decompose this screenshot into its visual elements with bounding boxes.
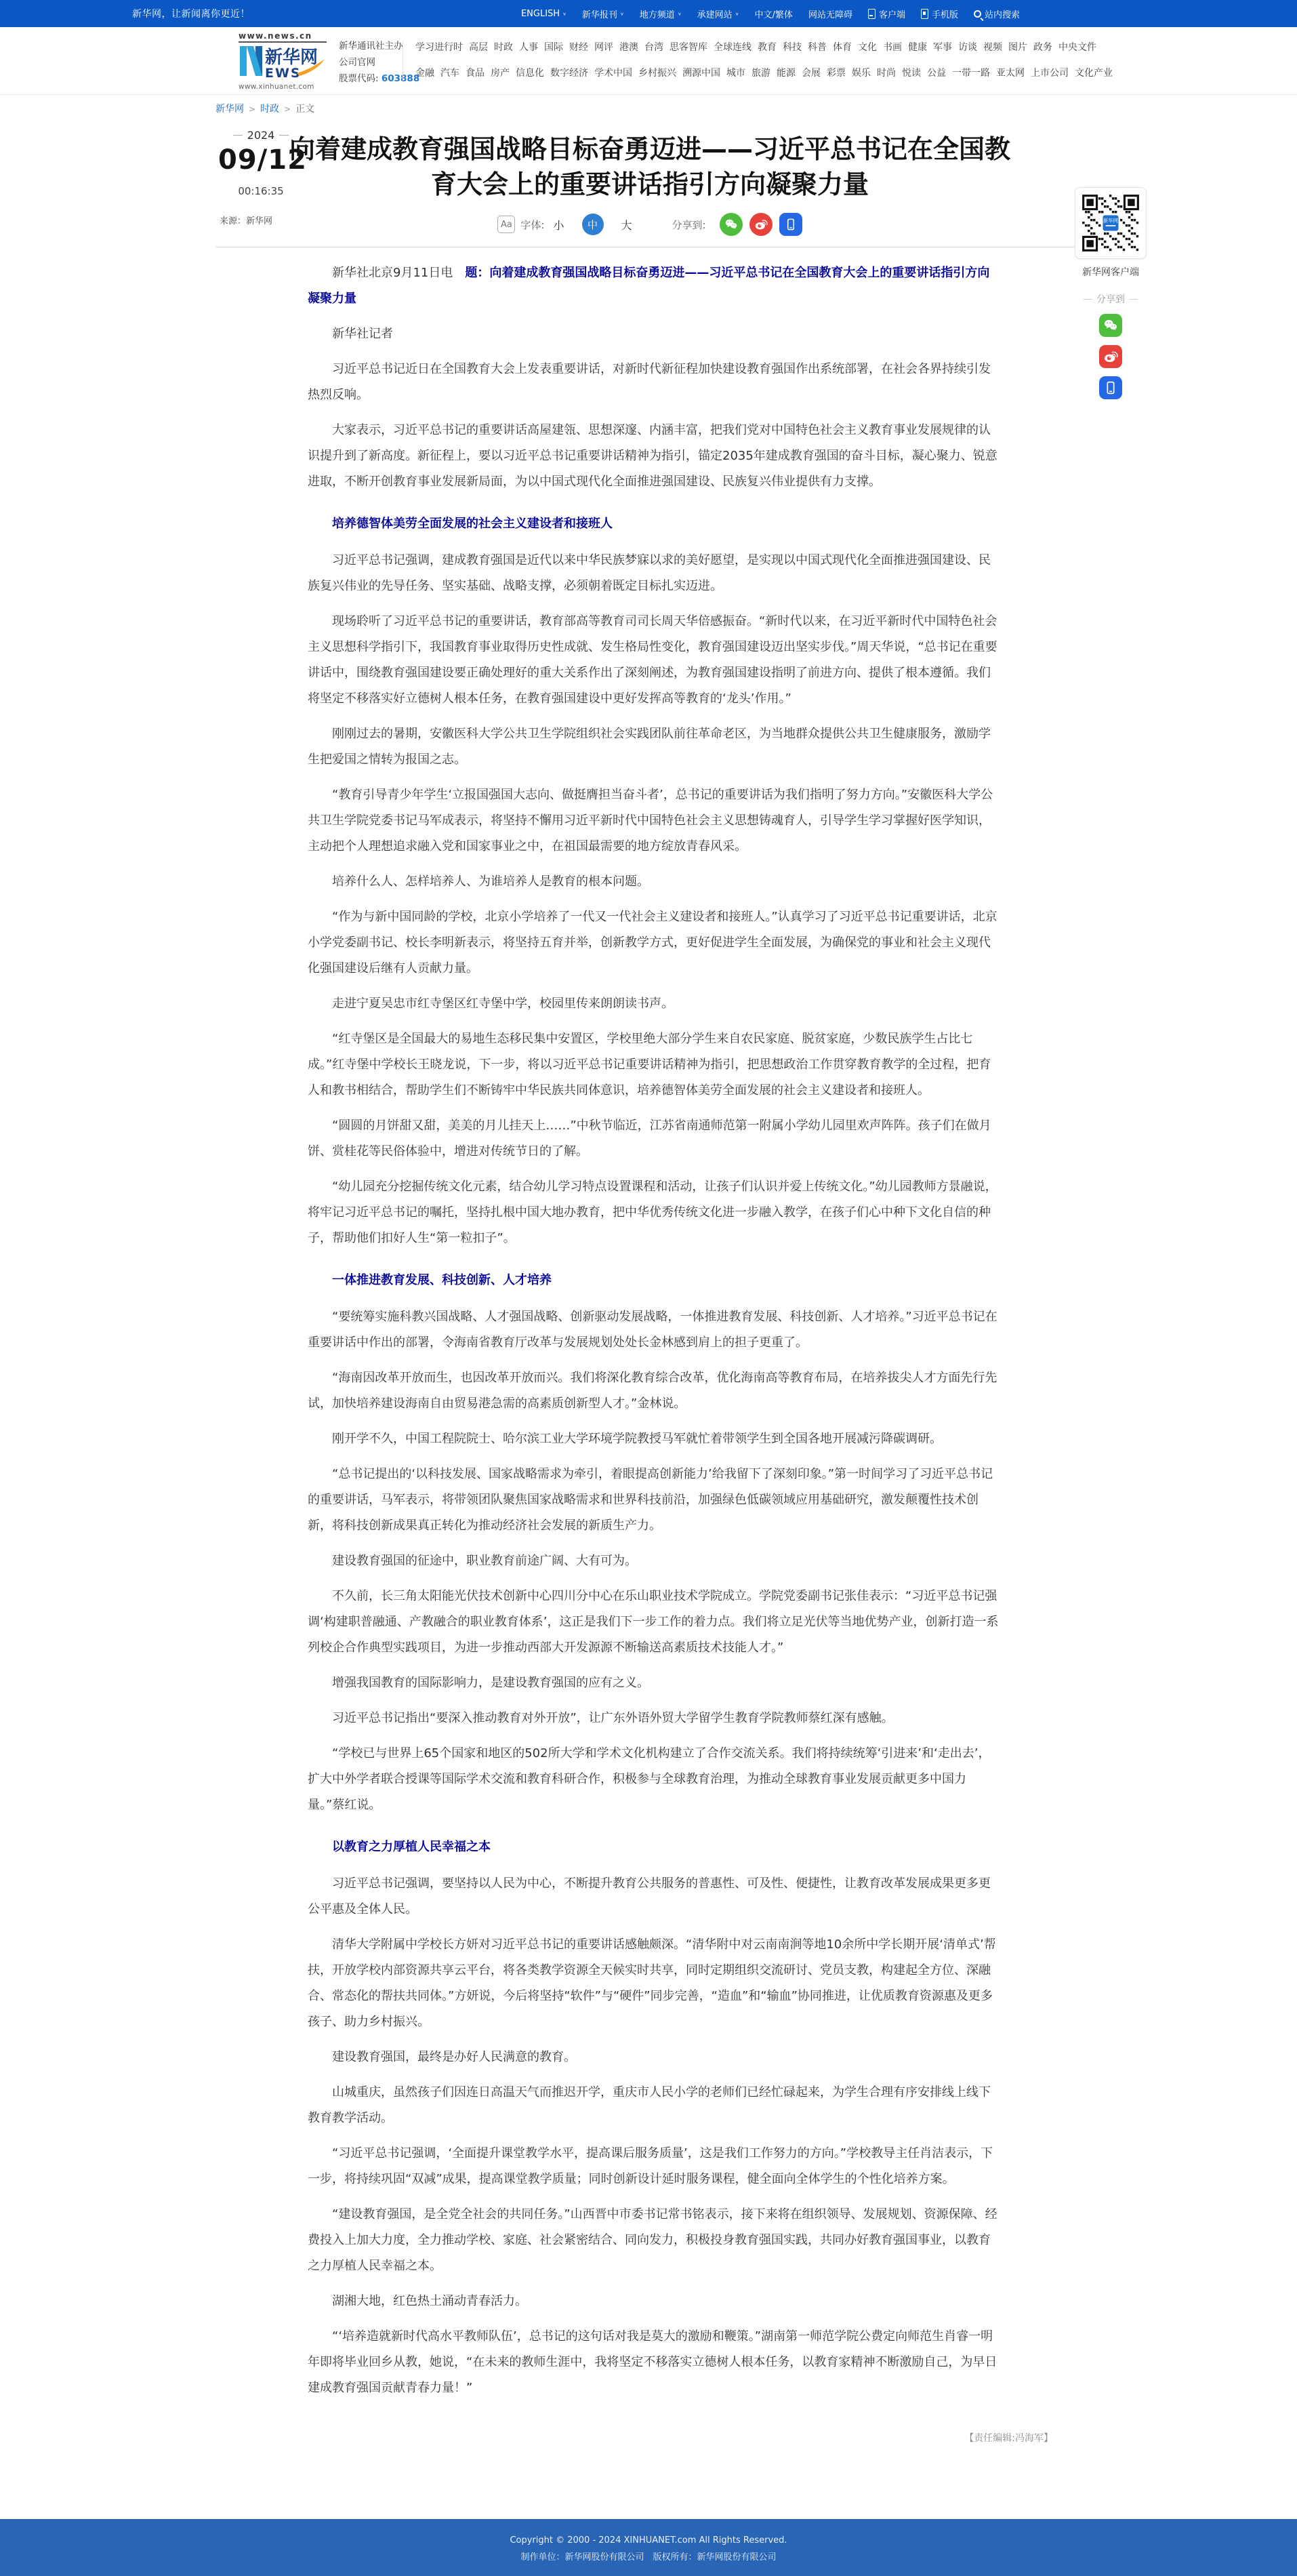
article-paragraphs	[308, 321, 999, 2401]
article-paragraph: “学校已与世界上65个国家和地区的502所大学和学术文化机构建立了合作交流关系。我们将持续统筹‘引进来’和‘走出去’，扩大中外学者联合授课等国际学术交流和教育科研合作，积极参与全球教育治理，为推动全球教育事业发展贡献更多中国力量。”蔡红说。	[308, 1746, 991, 1812]
article-paragraph: 培养什么人、怎样培养人、为谁培养人是教育的根本问题。	[332, 874, 649, 889]
wechat-share-button[interactable]	[720, 213, 743, 236]
date-dash-left	[233, 135, 243, 136]
article-paragraph: 山城重庆，虽然孩子们因连日高温天气而推迟开学，重庆市人民小学的老师们已经忙碌起来，为学生合理有序安排线上线下教育教学活动。	[308, 2085, 991, 2125]
section-heading: 一体推进教育发展、科技创新、人才培养	[332, 1273, 552, 1287]
sidebar-weibo-button[interactable]	[1099, 345, 1122, 368]
nav-link[interactable]: 数字经济	[550, 68, 588, 79]
xinhuanet-logo-icon	[239, 43, 327, 79]
section-heading: 培养德智体美劳全面发展的社会主义建设者和接班人	[332, 517, 613, 531]
nav-link[interactable]: 高层	[469, 42, 488, 53]
topbar-menu-item[interactable]: 新华报刊 ∨	[581, 9, 624, 20]
date-block	[218, 129, 307, 226]
article-paragraph: 习近平总书记近日在全国教育大会上发表重要讲话，对新时代新征程加快建设教育强国作出系统部署，在社会各界持续引发热烈反响。	[308, 362, 991, 402]
nav-link[interactable]: 悦读	[902, 68, 921, 79]
nav-link[interactable]: 台湾	[644, 42, 663, 53]
nav-link[interactable]: 图片	[1008, 42, 1027, 53]
nav-link[interactable]: 书画	[883, 42, 902, 53]
font-large-button[interactable]: 大	[621, 218, 632, 232]
nav-link[interactable]: 军事	[933, 42, 952, 53]
qr-caption: 新华网客户端	[1082, 267, 1139, 278]
weibo-share-button[interactable]	[749, 213, 773, 236]
topbar-menu-item[interactable]: 地方频道 ∨	[639, 9, 682, 20]
nav-row-1	[415, 41, 1277, 55]
date-year-row	[218, 129, 304, 142]
nav-link[interactable]: 全球连线	[714, 42, 752, 53]
topbar-menu-item[interactable]: 中文/繁体	[754, 9, 793, 20]
source-line	[218, 214, 304, 226]
chevron-down-icon: ∨	[619, 11, 624, 16]
nav-link[interactable]: 体育	[833, 42, 852, 53]
share-title-text: 分享到	[1096, 294, 1125, 305]
topbar-menu-item[interactable]: 承建网站 ∨	[697, 9, 739, 20]
qr-code	[1081, 193, 1140, 253]
nav-row-2	[415, 66, 1277, 81]
nav-link[interactable]: 科普	[808, 42, 827, 53]
nav-link[interactable]: 科技	[783, 42, 802, 53]
breadcrumb-separator: >	[249, 104, 256, 114]
nav-link[interactable]: 文化产业	[1075, 68, 1113, 79]
nav-link[interactable]: 时政	[494, 42, 513, 53]
editor-credit: 【责任编辑:冯海军】	[964, 2433, 1053, 2444]
article-lead-paragraph	[308, 260, 999, 312]
nav-link[interactable]: 会展	[802, 68, 821, 79]
article-paragraph: 湖湘大地，红色热土涌动青春活力。	[332, 2294, 527, 2308]
primary-nav	[403, 41, 1277, 81]
article-paragraph: 新华社记者	[332, 327, 393, 341]
article-paragraph: “习近平总书记强调，‘全面提升课堂教学水平，提高课后服务质量’，这是我们工作努力的方向。”学校教导主任肖洁表示，下一步，将持续巩固“双减”成果，提高课堂教学质量；同时创新设计延时服务课程，健全面向全体学生的个性化培养方案。	[308, 2146, 993, 2186]
breadcrumb-item: 正文	[295, 104, 315, 115]
font-medium-button[interactable]: 中	[582, 214, 604, 235]
wechat-icon	[724, 217, 739, 232]
nav-link[interactable]: 房产	[491, 68, 510, 79]
nav-link[interactable]: 视频	[983, 42, 1002, 53]
article-paragraph: 建设教育强国，最终是办好人民满意的教育。	[332, 2050, 576, 2064]
svg-text:新华网: 新华网	[265, 47, 318, 68]
nav-link[interactable]: 中央文件	[1058, 42, 1096, 53]
top-utility-bar-inner	[132, 0, 1020, 27]
svg-text:EWS: EWS	[265, 66, 302, 79]
nav-link[interactable]: 食品	[466, 68, 485, 79]
font-small-button[interactable]: 小	[553, 218, 564, 232]
article-paragraph: 刚刚过去的暑期，安徽医科大学公共卫生学院组织社会实践团队前往革命老区，为当地群众提供公共卫生健康服务，激励学生把爱国之情转为报国之志。	[308, 727, 991, 767]
source-label: 来源：	[220, 216, 247, 226]
nav-link[interactable]: 一带一路	[952, 68, 990, 79]
sidebar-wechat-button[interactable]	[1099, 314, 1122, 337]
article-paragraph: 习近平总书记强调，要坚持以人民为中心，不断提升教育公共服务的普惠性、可及性、便捷性，让教育改革发展成果更多更公平惠及全体人民。	[308, 1876, 991, 1916]
mobile-icon	[921, 9, 928, 19]
article-body	[308, 260, 1053, 2451]
footer-company: 制作单位：新华网股份有限公司 版权所有：新华网股份有限公司	[520, 2552, 777, 2562]
article-paragraph: “红寺堡区是全国最大的易地生态移民集中安置区，学校里绝大部分学生来自农民家庭、脱贫家庭，少数民族学生占比七成。”红寺堡中学校长王晓龙说，下一步，将以习近平总书记重要讲话精神为指引，把思想政治工作贯穿教育教学的全过程，把育人和教书相结合，帮助学生们不断铸牢中华民族共同体意识，培养德智体美劳全面发展的社会主义建设者和接班人。	[308, 1032, 991, 1098]
article-paragraph: 不久前，长三角太阳能光伏技术创新中心四川分中心在乐山职业技术学院成立。学院党委副书记张佳表示：“习近平总书记强调‘构建职普融通、产教融合的职业教育体系’，这正是我们下一步工作的着力点。我们将立足光伏等当地优势产业，创新打造一系列校企合作典型实践项目，为进一步推动西部大开发源源不断输送高素质技术技能人才。”	[308, 1589, 999, 1655]
nav-link[interactable]: 文化	[858, 42, 877, 53]
date-month-day: 09/12	[218, 144, 307, 176]
footer-copyright: Copyright © 2000 - 2024 XINHUANET.com All Rights Reserved.	[510, 2535, 787, 2545]
nav-link[interactable]: 娱乐	[852, 68, 871, 79]
app-icon	[868, 9, 876, 19]
breadcrumb-separator: >	[284, 104, 291, 114]
nav-link[interactable]: 彩票	[827, 68, 846, 79]
topbar-menu-item[interactable]: 网站无障碍	[808, 9, 852, 20]
article-paragraph: “教育引导青少年学生‘立报国强国大志向、做挺膺担当奋斗者’，总书记的重要讲话为我们指明了努力方向。”安徽医科大学公共卫生学院党委书记马军成表示，将坚持不懈用习近平新时代中国特色社会主义思想铸魂育人，引导学生学习掌握好医学知识，主动把个人理想追求融入党和国家事业之中，在祖国最需要的地方绽放青春风采。	[308, 788, 993, 853]
article-paragraph: 清华大学附属中学校长方妍对习近平总书记的重要讲话感触颇深。“清华附中对云南南涧等地10余所中学长期开展‘清单式’帮扶，开放学校内部资源共享云平台，将各类教学资源全天候实时共享，同时定期组织交流研讨、党员支教，构建起全方位、深融合、常态化的帮扶共同体。”方妍说，今后将坚持“软件”与“硬件”同步完善，“造血”和“输血”协同推进，让优质教育资源惠及更多孩子、助力乡村振兴。	[308, 1937, 996, 2029]
topbar-menu	[506, 7, 1020, 20]
article-paragraph: 现场聆听了习近平总书记的重要讲话，教育部高等教育司司长周天华倍感振奋。“新时代以来，在习近平新时代中国特色社会主义思想科学指引下，我国教育事业取得历史性成就、发生格局性变化，教育强国建设迈出坚实步伐。”周天华说，“总书记在重要讲话中，围绕教育强国建设要正确处理好的重大关系作出了深刻阐述，为教育强国建设指明了前进方向、提供了根本遵循。我们将坚定不移落实好立德树人根本任务，在教育强国建设中更好发挥高等教育的‘龙头’作用。”	[308, 614, 997, 706]
qr-card	[1075, 187, 1147, 259]
breadcrumb-item[interactable]: 时政	[260, 104, 280, 115]
sidebar-share-title	[1075, 292, 1147, 306]
wechat-icon	[1103, 317, 1119, 334]
font-size-label: 字体:	[520, 218, 545, 231]
site-header	[0, 27, 1297, 95]
weibo-icon	[754, 217, 768, 232]
section-heading: 以教育之力厚植人民幸福之本	[332, 1840, 491, 1854]
chevron-down-icon: ∨	[735, 11, 739, 16]
nav-link[interactable]: 金融	[415, 68, 434, 79]
article-paragraph: “圆圆的月饼甜又甜，美美的月儿挂天上……”中秋节临近，江苏省南通师范第一附属小学幼儿园里欢声阵阵。孩子们在做月饼、赏桂花等民俗体验中，增进对传统节日的了解。	[308, 1119, 991, 1159]
article-paragraph: 习近平总书记指出“要深入推动教育对外开放”，让广东外语外贸大学留学生教育学院教师蔡红深有感触。	[332, 1711, 894, 1725]
article-paragraph: 刚开学不久，中国工程院院士、哈尔滨工业大学环境学院教授马军就忙着带领学生到全国各地开展减污降碳调研。	[332, 1432, 942, 1446]
nav-link[interactable]: 上市公司	[1031, 68, 1069, 79]
stock-code: 603888	[381, 73, 420, 84]
nav-link[interactable]: 人事	[519, 42, 538, 53]
chevron-down-icon: ∨	[562, 11, 567, 16]
nav-link[interactable]: 思客智库	[670, 42, 707, 53]
org-line-2: 公司官网	[339, 57, 375, 68]
site-tagline: 新华网，让新闻离你更近！	[132, 9, 250, 20]
weibo-icon	[1103, 348, 1119, 365]
source-value[interactable]: 新华网	[246, 216, 273, 226]
sidebar-mobile-button[interactable]	[1099, 376, 1122, 399]
logo-domain-top: www.news.cn	[239, 31, 327, 43]
nav-link[interactable]: 旅游	[752, 68, 770, 79]
article-paragraph: 大家表示，习近平总书记的重要讲话高屋建瓴、思想深邃、内涵丰富，把我们党对中国特色社会主义教育事业发展规律的认识提升到了新高度。新征程上，要以习近平总书记重要讲话精神为指引，锚定2035年建成教育强国的奋斗目标，凝心聚力、锐意进取，不断开创教育事业发展新局面，为以中国式现代化全面推进强国建设、民族复兴伟业提供有力支撑。	[308, 423, 997, 489]
article-paragraph: 建设教育强国的征途中，职业教育前途广阔、大有可为。	[332, 1554, 637, 1568]
nav-link[interactable]: 教育	[758, 42, 777, 53]
article-paragraph: “海南因改革开放而生，也因改革开放而兴。我们将深化教育综合改革，优化海南高等教育布局，在培养拔尖人才方面先行先试，加快培养建设海南自由贸易港急需的高素质创新型人才。”金林说。	[308, 1371, 997, 1411]
search-icon	[974, 10, 981, 18]
article-header	[215, 123, 1084, 247]
font-size-icon: Aa	[497, 216, 515, 233]
logo-domain-bottom: www.xinhuanet.com	[239, 83, 314, 91]
breadcrumb	[215, 102, 314, 115]
topbar-menu-item[interactable]: 站内搜索	[974, 7, 1020, 20]
page-footer	[0, 2519, 1297, 2576]
nav-link[interactable]: 访谈	[958, 42, 977, 53]
mobile-share-button[interactable]	[779, 213, 802, 236]
stock-label: 股票代码:	[339, 73, 379, 84]
share-dash-right	[1129, 299, 1138, 300]
topbar-menu-item[interactable]: 客户端	[868, 7, 905, 20]
nav-link[interactable]: 公益	[927, 68, 946, 79]
nav-link[interactable]: 学习进行时	[415, 42, 463, 53]
article-paragraph: “幼儿园充分挖掘传统文化元素，结合幼儿学习特点设置课程和活动，让孩子们认识并爱上传统文化。”幼儿园教师方景融说，将牢记习近平总书记的嘱托，坚持扎根中国大地办教育，把中华优秀传统文化进一步融入教学，在孩子们心中种下文化自信的种子，帮助他们扣好人生“第一粒扣子”。	[308, 1180, 997, 1245]
site-logo[interactable]	[239, 31, 327, 91]
lead-title: 题：向着建成教育强国战略目标奋勇迈进——习近平总书记在全国教育大会上的重要讲话指引方向凝聚力量	[308, 266, 990, 306]
lead-prefix: 新华社北京9月11日电	[332, 266, 466, 280]
share-sidebar	[1075, 187, 1147, 399]
nav-link[interactable]: 时尚	[877, 68, 896, 79]
article-paragraph: “‘培养造就新时代高水平教师队伍’，总书记的这句话对我是莫大的激励和鞭策。”湖南第一师范学院公费定向师范生肖睿一明年即将毕业回乡从教，她说，“在未来的教师生涯中，我将坚定不移落实立德树人根本任务，以教育家精神不断激励自己，为早日建成教育强国贡献青春力量！”	[308, 2329, 997, 2395]
article-paragraph: 习近平总书记强调，建成教育强国是近代以来中华民族梦寐以求的美好愿望，是实现以中国式现代化全面推进强国建设、民族复兴伟业的先导任务、坚实基础、战略支撑，必须朝着既定目标扎实迈进。	[308, 553, 991, 593]
share-cluster	[672, 213, 802, 236]
nav-link[interactable]: 城市	[726, 68, 745, 79]
date-year: 2024	[247, 129, 275, 142]
nav-link[interactable]: 港澳	[619, 42, 638, 53]
nav-link[interactable]: 学术中国	[594, 68, 632, 79]
mobile-icon	[783, 217, 798, 232]
nav-link[interactable]: 信息化	[516, 68, 544, 79]
article-paragraph: 增强我国教育的国际影响力，是建设教育强国的应有之义。	[332, 1676, 649, 1690]
org-line-1: 新华通讯社主办	[339, 41, 403, 52]
nav-link[interactable]: 溯源中国	[682, 68, 720, 79]
nav-link[interactable]: 财经	[569, 42, 588, 53]
date-dash-right	[279, 135, 289, 136]
nav-link[interactable]: 亚太网	[996, 68, 1025, 79]
nav-link[interactable]: 能源	[777, 68, 796, 79]
article-paragraph: 走进宁夏吴忠市红寺堡区红寺堡中学，校园里传来朗朗读书声。	[332, 997, 674, 1011]
share-label: 分享到:	[672, 218, 706, 231]
nav-link[interactable]: 政务	[1033, 42, 1052, 53]
nav-link[interactable]: 国际	[544, 42, 563, 53]
date-time: 00:16:35	[238, 185, 284, 197]
nav-link[interactable]: 健康	[908, 42, 927, 53]
top-utility-bar	[0, 0, 1297, 27]
article-paragraph: “要统筹实施科教兴国战略、人才强国战略、创新驱动发展战略，一体推进教育发展、科技创新、人才培养。”习近平总书记在重要讲话中作出的部署，令海南省教育厅改革与发展规划处处长金林感到肩上的担子更重了。	[308, 1310, 997, 1350]
nav-link[interactable]: 网评	[594, 42, 613, 53]
article-paragraph: “总书记提出的‘以科技发展、国家战略需求为牵引，着眼提高创新能力’给我留下了深刻印象。”第一时间学习了习近平总书记的重要讲话，马军表示，将带领团队聚焦国家战略需求和世界科技前沿，加强绿色低碳领域应用基础研究，激发颠覆性技术创新，将科技创新成果真正转化为推动经济社会发展的新质生产力。	[308, 1467, 993, 1533]
topbar-menu-item[interactable]: ENGLISH ∨	[520, 8, 567, 19]
article-toolbar	[215, 213, 1084, 236]
mobile-icon	[1103, 380, 1119, 396]
article-paragraph: “作为与新中国同龄的学校，北京小学培养了一代又一代社会主义建设者和接班人。”认真学习了习近平总书记重要讲话，北京小学党委副书记、校长李明新表示，将坚持五育并举，创新教学方式，更好促进学生全面发展，为确保党的事业和社会主义现代化强国建设后继有人贡献力量。	[308, 910, 997, 975]
nav-link[interactable]: 乡村振兴	[638, 68, 676, 79]
svg-text:新华网: 新华网	[1103, 217, 1118, 224]
article-paragraph: “建设教育强国，是全党全社会的共同任务。”山西晋中市委书记常书铭表示，接下来将在组织领导、发展规划、资源保障、经费投入上加大力度，全力推动学校、家庭、社会紧密结合、同向发力，积极投身教育强国实践，共同办好教育强国事业，以教育之力厚植人民幸福之本。	[308, 2207, 997, 2273]
page-title: 向着建成教育强国战略目标奋勇迈进——习近平总书记在全国教育大会上的重要讲话指引方向凝聚力量	[289, 134, 1010, 199]
chevron-down-icon: ∨	[677, 11, 682, 16]
nav-link[interactable]: 汽车	[440, 68, 459, 79]
topbar-menu-item[interactable]: 手机版	[921, 7, 958, 20]
share-dash-left	[1084, 299, 1092, 300]
breadcrumb-item[interactable]: 新华网	[215, 104, 244, 115]
